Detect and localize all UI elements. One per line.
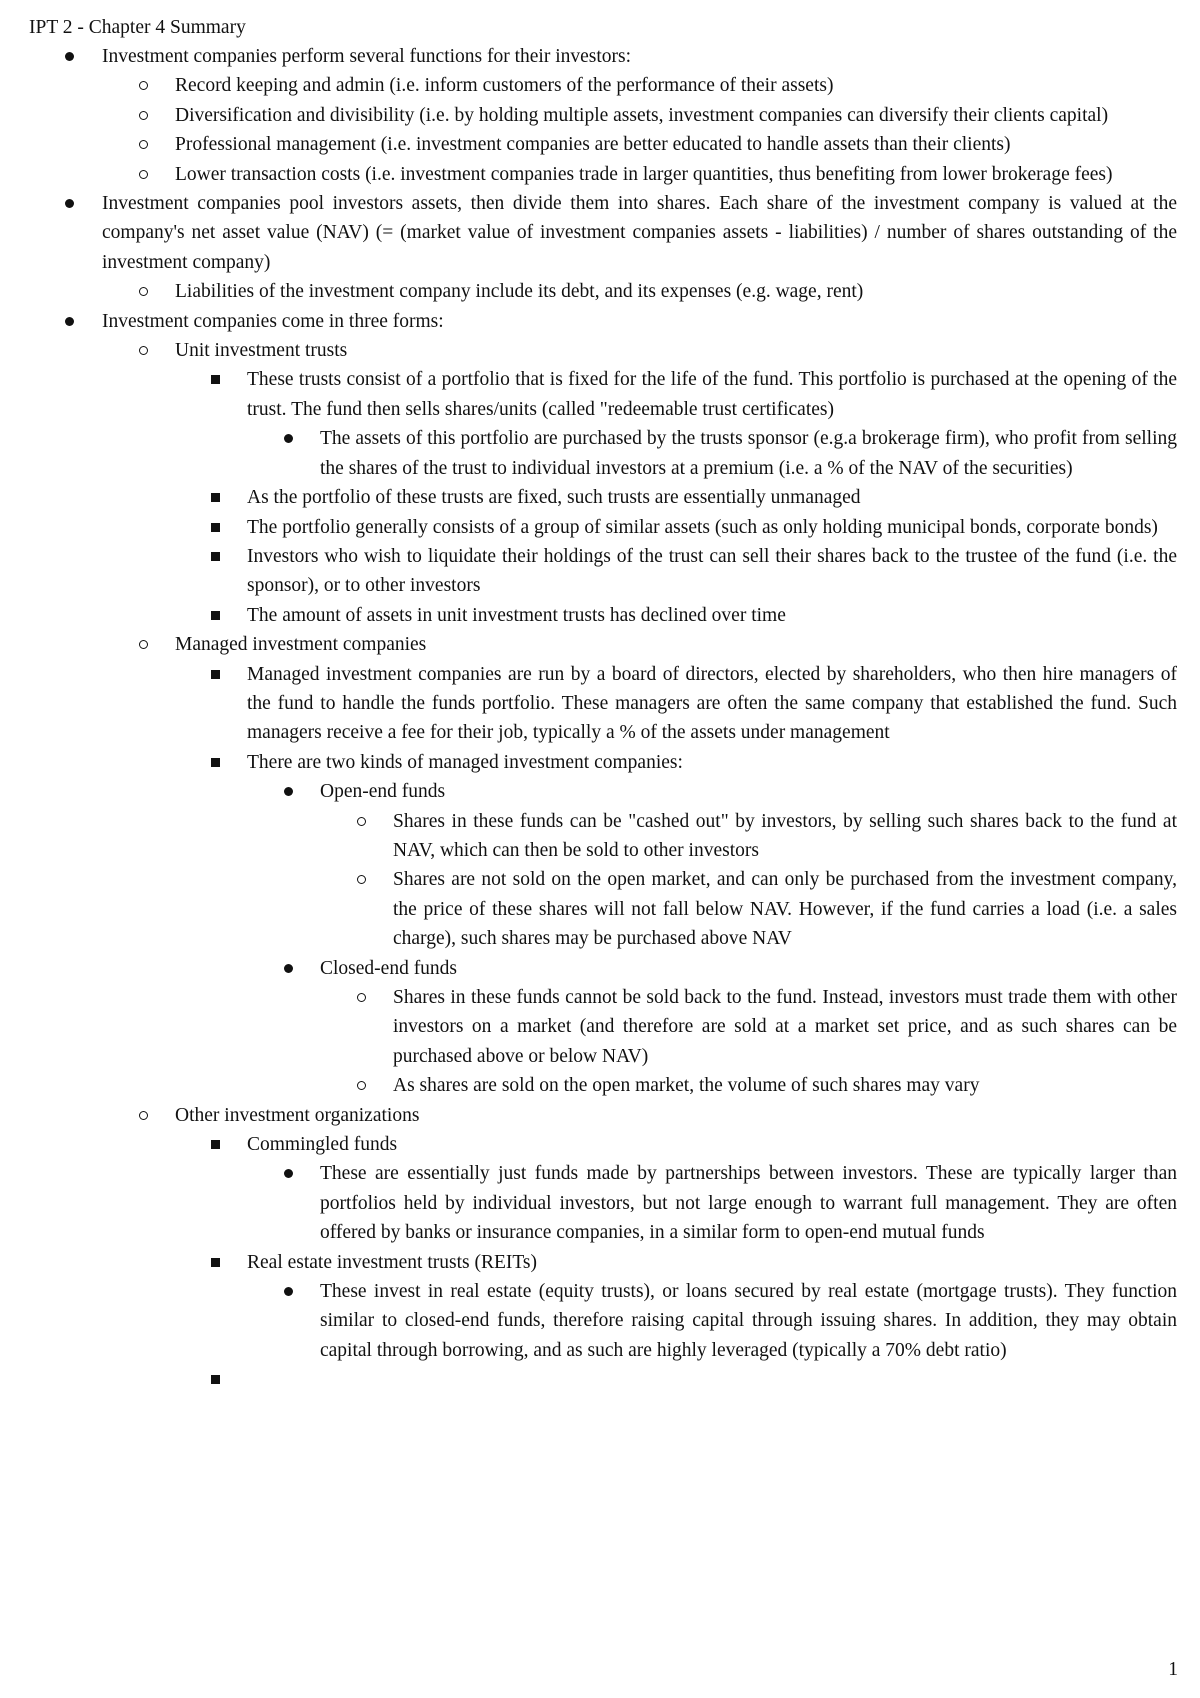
list-item bbox=[175, 630, 1177, 659]
list-item bbox=[247, 513, 1177, 542]
square-bullet-icon bbox=[211, 1140, 220, 1149]
list-item bbox=[247, 1130, 1177, 1159]
filled-circle-bullet-icon bbox=[284, 964, 293, 973]
square-bullet-icon bbox=[211, 375, 220, 384]
hollow-circle-bullet-icon bbox=[139, 170, 148, 179]
list-item-text: These trusts consist of a portfolio that is fixed for the life of the fund. This portfolio is purchased at the opening of the trust. The fund then sells shares/units (called "redeemable trust certificates) bbox=[247, 369, 1177, 420]
list-item bbox=[247, 748, 1177, 777]
square-bullet-icon bbox=[211, 1258, 220, 1267]
hollow-circle-bullet-icon bbox=[139, 1111, 148, 1120]
square-bullet-icon bbox=[211, 523, 220, 532]
list-item-text: Shares in these funds can be "cashed out" by investors, by selling such shares back to the fund at NAV, which can then be sold to other investors bbox=[393, 810, 1177, 861]
square-bullet-icon bbox=[211, 758, 220, 767]
list-item bbox=[247, 542, 1177, 601]
list-item-text: Real estate investment trusts (REITs) bbox=[247, 1251, 537, 1273]
list-item bbox=[247, 365, 1177, 424]
list-item bbox=[175, 277, 1177, 306]
list-item-text: Shares are not sold on the open market, and can only be purchased from the investment company, the price of these shares will not fall below NAV. However, if the fund carries a load (i.e. a sales charge), such shares may be purchased above NAV bbox=[393, 869, 1177, 950]
square-bullet-icon bbox=[211, 1375, 220, 1384]
list-item-text: As the portfolio of these trusts are fixed, such trusts are essentially unmanaged bbox=[247, 487, 861, 509]
list-item bbox=[247, 601, 1177, 630]
filled-circle-bullet-icon bbox=[284, 1287, 293, 1296]
list-item bbox=[393, 1071, 1177, 1100]
hollow-circle-bullet-icon bbox=[139, 140, 148, 149]
list-item-text: Other investment organizations bbox=[175, 1104, 420, 1126]
square-bullet-icon bbox=[211, 552, 220, 561]
hollow-circle-bullet-icon bbox=[139, 81, 148, 90]
list-item-text: These are essentially just funds made by partnerships between investors. These are typically larger than portfolios held by individual investors, but not large enough to warrant full management. They are often offered by banks or insurance companies, in a similar form to open-end mutual funds bbox=[320, 1163, 1177, 1244]
hollow-circle-bullet-icon bbox=[357, 993, 366, 1002]
hollow-circle-bullet-icon bbox=[139, 287, 148, 296]
list-item bbox=[247, 1365, 1177, 1394]
hollow-circle-bullet-icon bbox=[357, 817, 366, 826]
list-item bbox=[393, 865, 1177, 953]
list-item bbox=[247, 660, 1177, 748]
list-item bbox=[175, 336, 1177, 365]
list-item-text: Unit investment trusts bbox=[175, 340, 348, 362]
list-item bbox=[102, 307, 1177, 336]
list-item bbox=[393, 807, 1177, 866]
list-item-text: Investors who wish to liquidate their holdings of the trust can sell their shares back to the trustee of the fund (i.e. the sponsor), or to other investors bbox=[247, 545, 1177, 597]
list-item-text: As shares are sold on the open market, the volume of such shares may vary bbox=[393, 1075, 980, 1097]
list-item-text: Commingled funds bbox=[247, 1134, 398, 1156]
hollow-circle-bullet-icon bbox=[139, 111, 148, 120]
page-number: 1 bbox=[1168, 1659, 1178, 1680]
list-item bbox=[320, 777, 1177, 806]
list-item bbox=[320, 954, 1177, 983]
list-item bbox=[175, 101, 1177, 130]
filled-circle-bullet-icon bbox=[284, 787, 293, 796]
list-item-text: Professional management (i.e. investment companies are better educated to handle assets than their clients) bbox=[175, 134, 1011, 156]
list-item-text: Open-end funds bbox=[320, 781, 446, 803]
list-item-text: Investment companies perform several functions for their investors: bbox=[102, 46, 632, 67]
document-title: IPT 2 - Chapter 4 Summary bbox=[29, 17, 246, 38]
filled-circle-bullet-icon bbox=[284, 1169, 293, 1178]
summary-outline bbox=[0, 42, 1200, 1395]
list-item-text: Diversification and divisibility (i.e. by holding multiple assets, investment companies can diversify their clients capital) bbox=[175, 104, 1109, 126]
list-item bbox=[102, 189, 1177, 277]
list-item bbox=[175, 1101, 1177, 1130]
list-item bbox=[247, 483, 1177, 512]
list-item-text: Investment companies come in three forms: bbox=[102, 310, 444, 332]
filled-circle-bullet-icon bbox=[65, 199, 74, 208]
square-bullet-icon bbox=[211, 493, 220, 502]
filled-circle-bullet-icon bbox=[65, 317, 74, 326]
list-item bbox=[320, 424, 1177, 483]
list-item-text: There are two kinds of managed investment companies: bbox=[247, 751, 683, 773]
hollow-circle-bullet-icon bbox=[139, 346, 148, 355]
list-item-text: The portfolio generally consists of a group of similar assets (such as only holding municipal bonds, corporate bonds) bbox=[247, 516, 1158, 538]
list-item bbox=[320, 1277, 1177, 1365]
square-bullet-icon bbox=[211, 670, 220, 679]
hollow-circle-bullet-icon bbox=[357, 875, 366, 884]
list-item-text: These invest in real estate (equity trusts), or loans secured by real estate (mortgage trusts). They function similar to closed-end funds, therefore raising capital through issuing shares. In addition, they may obtain capital through borrowing, and as such are highly leveraged (typically a 70% debt ratio) bbox=[320, 1281, 1177, 1361]
list-item-text: Investment companies pool investors assets, then divide them into shares. Each share of the investment company is valued at the company's net asset value (NAV) (= (market value of investment companies assets - liabilities) / number of shares outstanding of the investment company) bbox=[102, 193, 1177, 273]
filled-circle-bullet-icon bbox=[284, 434, 293, 443]
list-item-text: Record keeping and admin (i.e. inform customers of the performance of their assets) bbox=[175, 75, 834, 97]
list-item bbox=[175, 130, 1177, 159]
list-item-text: Managed investment companies are run by a board of directors, elected by shareholders, who then hire managers of the fund to handle the funds portfolio. These managers are often the same company that established the fund. Such managers receive a fee for their job, typically a % of the assets under management bbox=[247, 663, 1177, 744]
square-bullet-icon bbox=[211, 611, 220, 620]
list-item-text: Shares in these funds cannot be sold back to the fund. Instead, investors must trade them with other investors on a market (and therefore are sold at a market set price, and as such shares can be purchased above or below NAV) bbox=[393, 987, 1177, 1067]
list-item bbox=[102, 42, 1177, 71]
list-item-text: Managed investment companies bbox=[175, 634, 427, 656]
list-item-text: The assets of this portfolio are purchased by the trusts sponsor (e.g.a brokerage firm), who profit from selling the shares of the trust to individual investors at a premium (i.e. a % of the NAV of the securities) bbox=[320, 428, 1177, 479]
list-item-text: Lower transaction costs (i.e. investment companies trade in larger quantities, thus benefiting from lower brokerage fees) bbox=[175, 163, 1113, 185]
filled-circle-bullet-icon bbox=[65, 52, 74, 61]
list-item bbox=[175, 160, 1177, 189]
list-item bbox=[247, 1248, 1177, 1277]
list-item-text: Closed-end funds bbox=[320, 957, 458, 979]
list-item bbox=[320, 1159, 1177, 1247]
list-item bbox=[393, 983, 1177, 1071]
list-item-text: Liabilities of the investment company include its debt, and its expenses (e.g. wage, rent) bbox=[175, 281, 864, 303]
list-item-text: The amount of assets in unit investment trusts has declined over time bbox=[247, 604, 786, 626]
hollow-circle-bullet-icon bbox=[139, 640, 148, 649]
list-item bbox=[175, 71, 1177, 100]
hollow-circle-bullet-icon bbox=[357, 1081, 366, 1090]
